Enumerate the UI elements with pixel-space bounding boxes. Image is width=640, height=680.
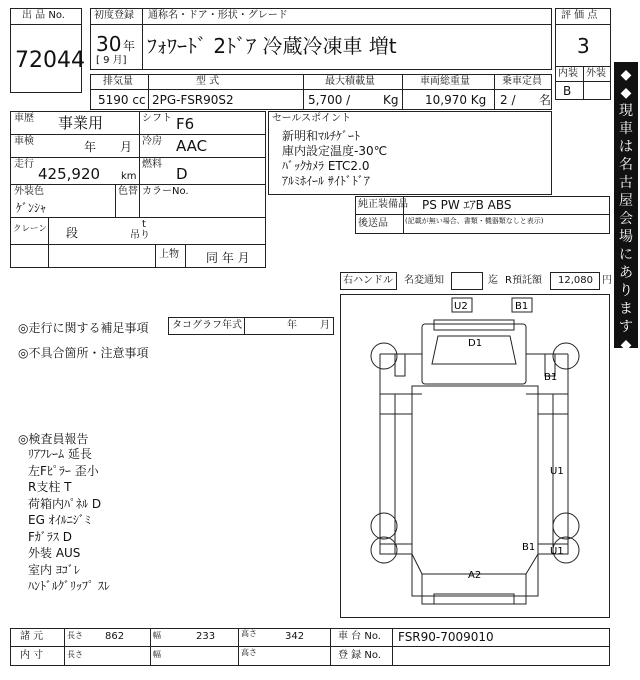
divider (48, 217, 49, 268)
height-value: 342 (285, 631, 305, 642)
divider (10, 134, 266, 135)
crane-stages: 段 (66, 226, 79, 240)
equipment-label: 純正装備品 (358, 199, 408, 210)
shift-label: シフト (142, 113, 172, 124)
sales-point-line: ｱﾙﾐﾎｲｰﾙ ｻｲﾄﾞﾄﾞｱ (282, 174, 370, 188)
inspector-line: 室内 ﾖｺﾞﾚ (28, 562, 80, 577)
divider (142, 8, 143, 70)
history-label: 車歴 (14, 113, 34, 124)
color-number-label: カラーNo. (142, 186, 189, 197)
location-char: あ (619, 265, 633, 281)
color-label: 外装色 (14, 186, 44, 197)
exterior-label: 外装 (586, 68, 606, 79)
capacity-unit: 名 (539, 93, 552, 107)
mark-b1-right: B1 (544, 372, 558, 383)
crane-ton: t (142, 219, 146, 230)
inspector-line: 左Fﾋﾟﾗｰ 歪小 (28, 463, 99, 478)
location-char: 場 (619, 229, 633, 245)
score-label: 評 価 点 (561, 10, 598, 21)
mark-d1: D1 (468, 338, 483, 349)
model-value: 2PG-FSR90S2 (152, 93, 234, 107)
tachograph-month: 月 (320, 320, 330, 331)
divider (494, 74, 495, 110)
width-label: 幅 (153, 631, 161, 640)
first-reg-month: [ 9 月] (96, 55, 127, 66)
divider (330, 628, 331, 666)
dims-label: 諸 元 (20, 631, 44, 642)
mileage-label: 走行 (14, 159, 34, 170)
mark-b1-top: B1 (515, 301, 529, 312)
color-value: ｹﾞﾝｼｬ (16, 201, 47, 215)
capacity-value: 2 / (500, 93, 516, 107)
inspector-line: R支柱 T (28, 480, 72, 494)
divider (155, 244, 156, 268)
inspector-label: ◎検査員報告 (18, 432, 89, 446)
vehicle-name-label: 通称名・ドア・形状・グレード (148, 10, 288, 21)
retrofit-note: (記載が無い場合、書類・機器類なしと表示) (405, 217, 544, 225)
sales-point-line: 新明和ﾏﾙﾁｹﾞｰﾄ (282, 129, 361, 143)
divider (583, 66, 584, 100)
gross-weight-value: 10,970 Kg (425, 93, 487, 107)
divider (244, 317, 245, 335)
location-char: ◆ (620, 85, 632, 101)
location-char: す (619, 319, 633, 335)
location-char: 会 (619, 211, 633, 227)
mark-u1-right: U1 (550, 466, 564, 477)
ac-value: AAC (176, 137, 208, 155)
divider (185, 244, 186, 268)
mileage-value: 425,920 (38, 165, 101, 183)
inspector-line: EG ｵｲﾙﾆｼﾞﾐ (28, 513, 91, 527)
inspection-label: 車検 (14, 136, 34, 147)
fuel-label: 燃料 (142, 159, 162, 170)
gross-weight-label: 車両総重量 (420, 76, 470, 87)
retrofit-label: 後送品 (358, 218, 388, 229)
mark-u1-bottom: U1 (550, 546, 564, 557)
inspector-line: 外装 AUS (28, 546, 81, 560)
location-char: 名 (619, 157, 633, 173)
divider (402, 74, 403, 110)
inner-width-label: 幅 (153, 650, 161, 659)
location-char: ◆ (620, 355, 632, 371)
chassis-label: 車 台 No. (338, 631, 381, 642)
interior-label: 内装 (558, 68, 578, 79)
width-value: 233 (196, 631, 216, 642)
inspector-line: 荷箱内ﾊﾟﾈﾙ D (28, 496, 102, 511)
displacement-value: 5190 cc (98, 93, 146, 107)
inner-height-label: 高さ (241, 648, 257, 657)
equipment-value: PS PW ｴｱB ABS (422, 198, 512, 212)
height-label: 高さ (241, 629, 257, 638)
inspection-month: 月 (120, 140, 133, 154)
maxload-value: 5,700 / (308, 93, 351, 107)
location-char: り (619, 283, 633, 299)
first-reg-label: 初度登録 (94, 10, 134, 21)
color-change-label: 色替 (118, 186, 138, 197)
tachograph-label: タコグラフ年式 (172, 320, 242, 331)
footer-box (10, 628, 610, 666)
score-value: 3 (577, 34, 590, 58)
location-char: 古 (619, 175, 633, 191)
divider (90, 24, 552, 25)
sales-point-line: 庫内設定温度-30℃ (282, 144, 388, 158)
location-char: ま (619, 301, 633, 317)
year-unit: 年 (123, 39, 136, 53)
mark-a2: A2 (468, 570, 482, 581)
inner-dims-label: 内 寸 (20, 650, 44, 661)
divider (303, 74, 304, 110)
divider (115, 184, 116, 217)
divider (150, 628, 151, 666)
first-reg-year: 30 (96, 32, 122, 56)
divider (10, 24, 82, 25)
name-change-box (451, 272, 483, 290)
recycle-label: R預託額 (505, 275, 542, 286)
mileage-unit: km (121, 171, 137, 182)
divider (10, 646, 610, 647)
divider (555, 24, 611, 25)
location-banner (614, 62, 638, 371)
interior-grade: B (563, 84, 572, 98)
recycle-unit: 円 (602, 275, 612, 286)
fuel-value: D (176, 165, 188, 183)
divider (392, 628, 393, 666)
recycle-value: 12,080 (558, 275, 593, 286)
location-text (614, 62, 638, 372)
shift-value: F6 (176, 115, 195, 133)
name-change-label: 名変通知 (404, 275, 444, 286)
divider (90, 89, 552, 90)
mark-b1-bottom: B1 (522, 542, 536, 553)
crane-hang: 吊り (130, 230, 150, 241)
crane-label: クレーン (13, 224, 47, 234)
model-label: 型 式 (196, 76, 220, 87)
defects-label: ◎不具合箇所・注意事項 (18, 346, 149, 360)
chassis-value: FSR90-7009010 (398, 630, 494, 644)
ac-label: 冷房 (142, 136, 162, 147)
inspector-line: Fｶﾞﾗｽ D (28, 529, 72, 544)
handle-value: 右ハンドル (343, 275, 393, 286)
inner-length-label: 長さ (67, 650, 83, 659)
sales-point-line: ﾊﾞｯｸｶﾒﾗ ETC2.0 (282, 159, 370, 173)
driving-remarks-label: ◎走行に関する補足事項 (18, 321, 149, 335)
divider (10, 184, 266, 185)
divider (139, 111, 140, 217)
lot-number: 72044 (15, 48, 85, 73)
sales-point-label: セールスポイント (272, 113, 352, 124)
divider (64, 628, 65, 666)
location-char: 現 (619, 103, 633, 119)
maxload-label: 最大積載量 (325, 76, 375, 87)
inspector-line: ﾘｱﾌﾚｰﾑ 延長 (28, 447, 92, 461)
vehicle-diagram (340, 294, 610, 618)
divider (10, 157, 266, 158)
excise-label: 迄 (488, 275, 498, 286)
registration-label: 登 録 No. (338, 650, 381, 661)
inspector-line: ﾊﾝﾄﾞﾙｸﾞﾘｯﾌﾟ ｽﾚ (28, 579, 110, 593)
divider (148, 74, 149, 110)
upper-value: 同 年 月 (206, 251, 250, 265)
location-char: に (619, 247, 633, 263)
capacity-label: 乗車定員 (502, 76, 542, 87)
mark-u2: U2 (454, 301, 468, 312)
inspection-year: 年 (84, 140, 97, 154)
location-char: 車 (619, 121, 633, 137)
tachograph-year: 年 (287, 320, 297, 331)
length-value: 862 (105, 631, 125, 642)
divider (355, 214, 610, 215)
upper-label: 上物 (159, 249, 179, 260)
lot-label: 出 品 No. (22, 10, 65, 21)
location-char: は (619, 139, 633, 155)
location-char: ◆ (620, 337, 632, 353)
length-label: 長さ (67, 631, 83, 640)
maxload-unit: Kg (383, 93, 399, 107)
location-char: ◆ (620, 67, 632, 83)
divider (238, 628, 239, 666)
vehicle-name: ﾌｫﾜｰﾄﾞ 2ﾄﾞｱ 冷蔵冷凍車 増t (147, 34, 397, 58)
displacement-label: 排気量 (103, 76, 133, 87)
history-value: 事業用 (58, 114, 104, 132)
location-char: 屋 (619, 193, 633, 209)
